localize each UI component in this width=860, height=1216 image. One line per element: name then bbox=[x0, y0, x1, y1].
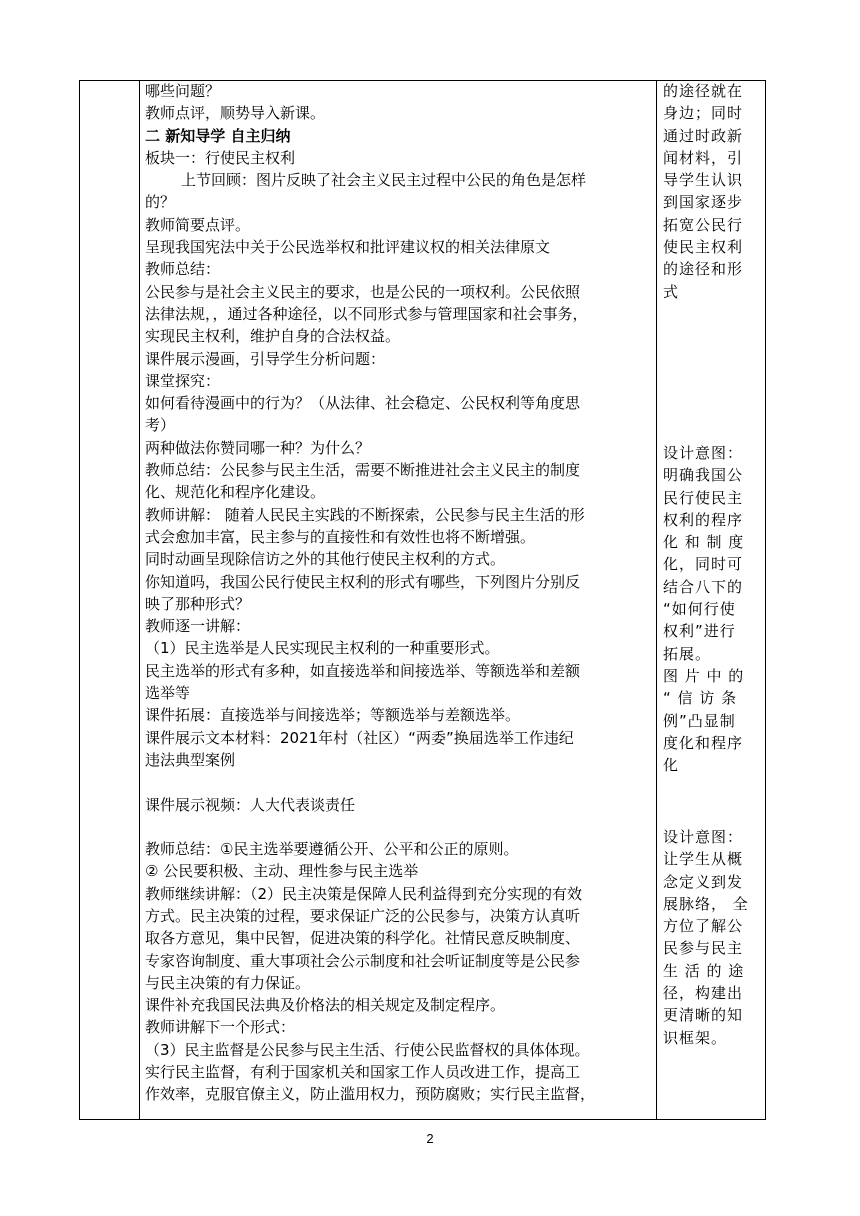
text-line: 教师总结：①民主选举要遵循公开、公平和公正的原则。 bbox=[145, 840, 519, 859]
section-heading: 二 新知导学 自主归纳 bbox=[145, 126, 291, 145]
note-line: 导学生认识 bbox=[663, 171, 744, 190]
note-line: 更清晰的知 bbox=[663, 1006, 744, 1025]
note-line: 民行使民主 bbox=[663, 488, 744, 507]
note-line: “如何行使 bbox=[663, 600, 736, 619]
text-line: 的？ bbox=[145, 193, 176, 212]
text-line: （1）民主选举是人民实现民主权利的一种重要形式。 bbox=[145, 639, 500, 658]
text-line: 教师总结：公民参与民主生活，需要不断推进社会主义民主的制度 bbox=[145, 461, 581, 480]
design-note-block-2 bbox=[663, 442, 759, 776]
text-line: 与民主决策的有力保证。 bbox=[145, 973, 311, 992]
text-line: 课件展示视频：人大代表谈责任 bbox=[145, 795, 356, 814]
text-line: 哪些问题？ bbox=[145, 82, 221, 100]
text-line: 式会愈加丰富，民主参与的直接性和有效性也将不断增强。 bbox=[145, 527, 536, 546]
text-line: ② 公民要积极、主动、理性参与民主选举 bbox=[145, 862, 419, 881]
text-line: 专家咨询制度、重大事项社会公示制度和社会听证制度等是公民参 bbox=[145, 951, 581, 970]
text-line: 方式。民主决策的过程，要求保证广泛的公民参与，决策方认真听 bbox=[145, 906, 581, 925]
text-line: 课堂探究： bbox=[145, 371, 221, 390]
text-line: 课件拓展：直接选举与间接选举；等额选举与差额选举。 bbox=[145, 706, 521, 725]
text-line: 同时动画呈现除信访之外的其他行使民主权利的方式。 bbox=[145, 550, 506, 569]
note-line: 识框架。 bbox=[663, 1028, 728, 1047]
note-line: 的途径就在 bbox=[663, 82, 744, 100]
text-line: 课件补充我国民法典及价格法的相关规定及制定程序。 bbox=[145, 996, 506, 1015]
design-note-block-3 bbox=[663, 826, 759, 1049]
text-line: （3）民主监督是公民参与民主生活、行使公民监督权的具体体现。 bbox=[145, 1040, 590, 1059]
text-line: 你知道吗，我国公民行使民主权利的形式有哪些，下列图片分别反 bbox=[145, 572, 581, 591]
note-line: 径，构建出 bbox=[663, 984, 744, 1003]
note-line: 权利的程序 bbox=[663, 510, 744, 529]
note-line: 结合八下的 bbox=[663, 577, 744, 596]
text-line: 选举等 bbox=[145, 684, 191, 703]
lesson-procedure-column bbox=[145, 80, 653, 1106]
note-line: 化 和 制 度 bbox=[663, 533, 745, 552]
note-line: 明确我国公 bbox=[663, 466, 744, 485]
note-line: 图 片 中 的 bbox=[663, 666, 745, 685]
page-number: 2 bbox=[426, 1131, 434, 1146]
note-line: 设计意图： bbox=[663, 828, 744, 846]
text-line: 违法典型案例 bbox=[145, 750, 236, 769]
note-line: 化 bbox=[663, 756, 680, 775]
note-line: 化，同时可 bbox=[663, 555, 744, 574]
text-line: 两种做法你赞同哪一种？为什么？ bbox=[145, 438, 371, 457]
text-line: 课件展示文本材料：2021年村（社区）“两委”换届选举工作违纪 bbox=[145, 728, 574, 747]
table-left-border bbox=[79, 80, 80, 1120]
text-line: 实行民主监督，有利于国家机关和国家工作人员改进工作，提高工 bbox=[145, 1063, 581, 1082]
note-line: 拓宽公民行 bbox=[663, 215, 744, 234]
note-line: 设计意图： bbox=[663, 444, 744, 462]
table-col-divider-1 bbox=[139, 80, 140, 1120]
design-note-block-1 bbox=[663, 80, 759, 303]
text-line: 板块一：行使民主权利 bbox=[145, 148, 296, 167]
text-line: 教师继续讲解：（2）民主决策是保障人民利益得到充分实现的有效 bbox=[145, 884, 583, 903]
text-line: 公民参与是社会主义民主的要求，也是公民的一项权利。公民依照 bbox=[145, 282, 581, 301]
text-line: 实现民主权利，维护自身的合法权益。 bbox=[145, 327, 401, 346]
text-line: 考） bbox=[145, 416, 176, 435]
note-line: 通过时政新 bbox=[663, 126, 744, 145]
table-bottom-border bbox=[79, 1119, 766, 1120]
text-line: 民主选举的形式有多种，如直接选举和间接选举、等额选举和差额 bbox=[145, 661, 581, 680]
text-line: 课件展示漫画，引导学生分析问题： bbox=[145, 349, 386, 368]
note-line: 权利”进行 bbox=[663, 622, 736, 641]
text-line: 作效率，克服官僚主义，防止滥用权力，预防腐败；实行民主监督， bbox=[145, 1085, 596, 1104]
table-right-border bbox=[765, 80, 766, 1120]
note-line: 的途径和形 bbox=[663, 260, 744, 279]
blank-line bbox=[145, 771, 653, 793]
note-line: 方位了解公 bbox=[663, 917, 744, 936]
note-line: 式 bbox=[663, 282, 680, 301]
text-line: 教师总结： bbox=[145, 260, 221, 279]
note-line: 生 活 的 途 bbox=[663, 961, 745, 980]
text-line: 化、规范化和程序化建设。 bbox=[145, 483, 326, 502]
text-line: 教师点评，顺势导入新课。 bbox=[145, 104, 326, 123]
note-line: 身边；同时 bbox=[663, 104, 744, 123]
note-line: 例”凸显制 bbox=[663, 711, 736, 730]
note-line: “ 信 访 条 bbox=[663, 689, 738, 708]
note-line: 念定义到发 bbox=[663, 872, 744, 891]
text-line: 如何看待漫画中的行为？（从法律、社会稳定、公民权利等角度思 bbox=[145, 394, 581, 413]
note-line: 闻材料，引 bbox=[663, 148, 744, 167]
note-line: 到国家逐步 bbox=[663, 193, 744, 212]
table-col-divider-2 bbox=[656, 80, 657, 1120]
text-line: 映了那种形式？ bbox=[145, 594, 251, 613]
text-line: 上节回顾：图片反映了社会主义民主过程中公民的角色是怎样 bbox=[181, 171, 587, 190]
text-line: 呈现我国宪法中关于公民选举权和批评建议权的相关法律原文 bbox=[145, 238, 551, 257]
note-line: 使民主权利 bbox=[663, 238, 744, 257]
note-line: 拓展。 bbox=[663, 644, 712, 663]
text-line: 教师逐一讲解： bbox=[145, 617, 251, 636]
note-line: 让学生从概 bbox=[663, 850, 744, 869]
text-line: 法律法规，，通过各种途径，以不同形式参与管理国家和社会事务， bbox=[145, 304, 588, 323]
text-line: 教师讲解： 随着人民民主实践的不断探索，公民参与民主生活的形 bbox=[145, 505, 585, 524]
note-line: 民参与民主 bbox=[663, 939, 744, 958]
note-line: 展脉络， 全 bbox=[663, 894, 749, 913]
text-line: 教师简要点评。 bbox=[145, 215, 251, 234]
blank-line bbox=[145, 816, 653, 838]
text-line: 取各方意见，集中民智，促进决策的科学化。社情民意反映制度、 bbox=[145, 929, 581, 948]
note-line: 度化和程序 bbox=[663, 733, 744, 752]
text-line: 教师讲解下一个形式： bbox=[145, 1018, 296, 1037]
